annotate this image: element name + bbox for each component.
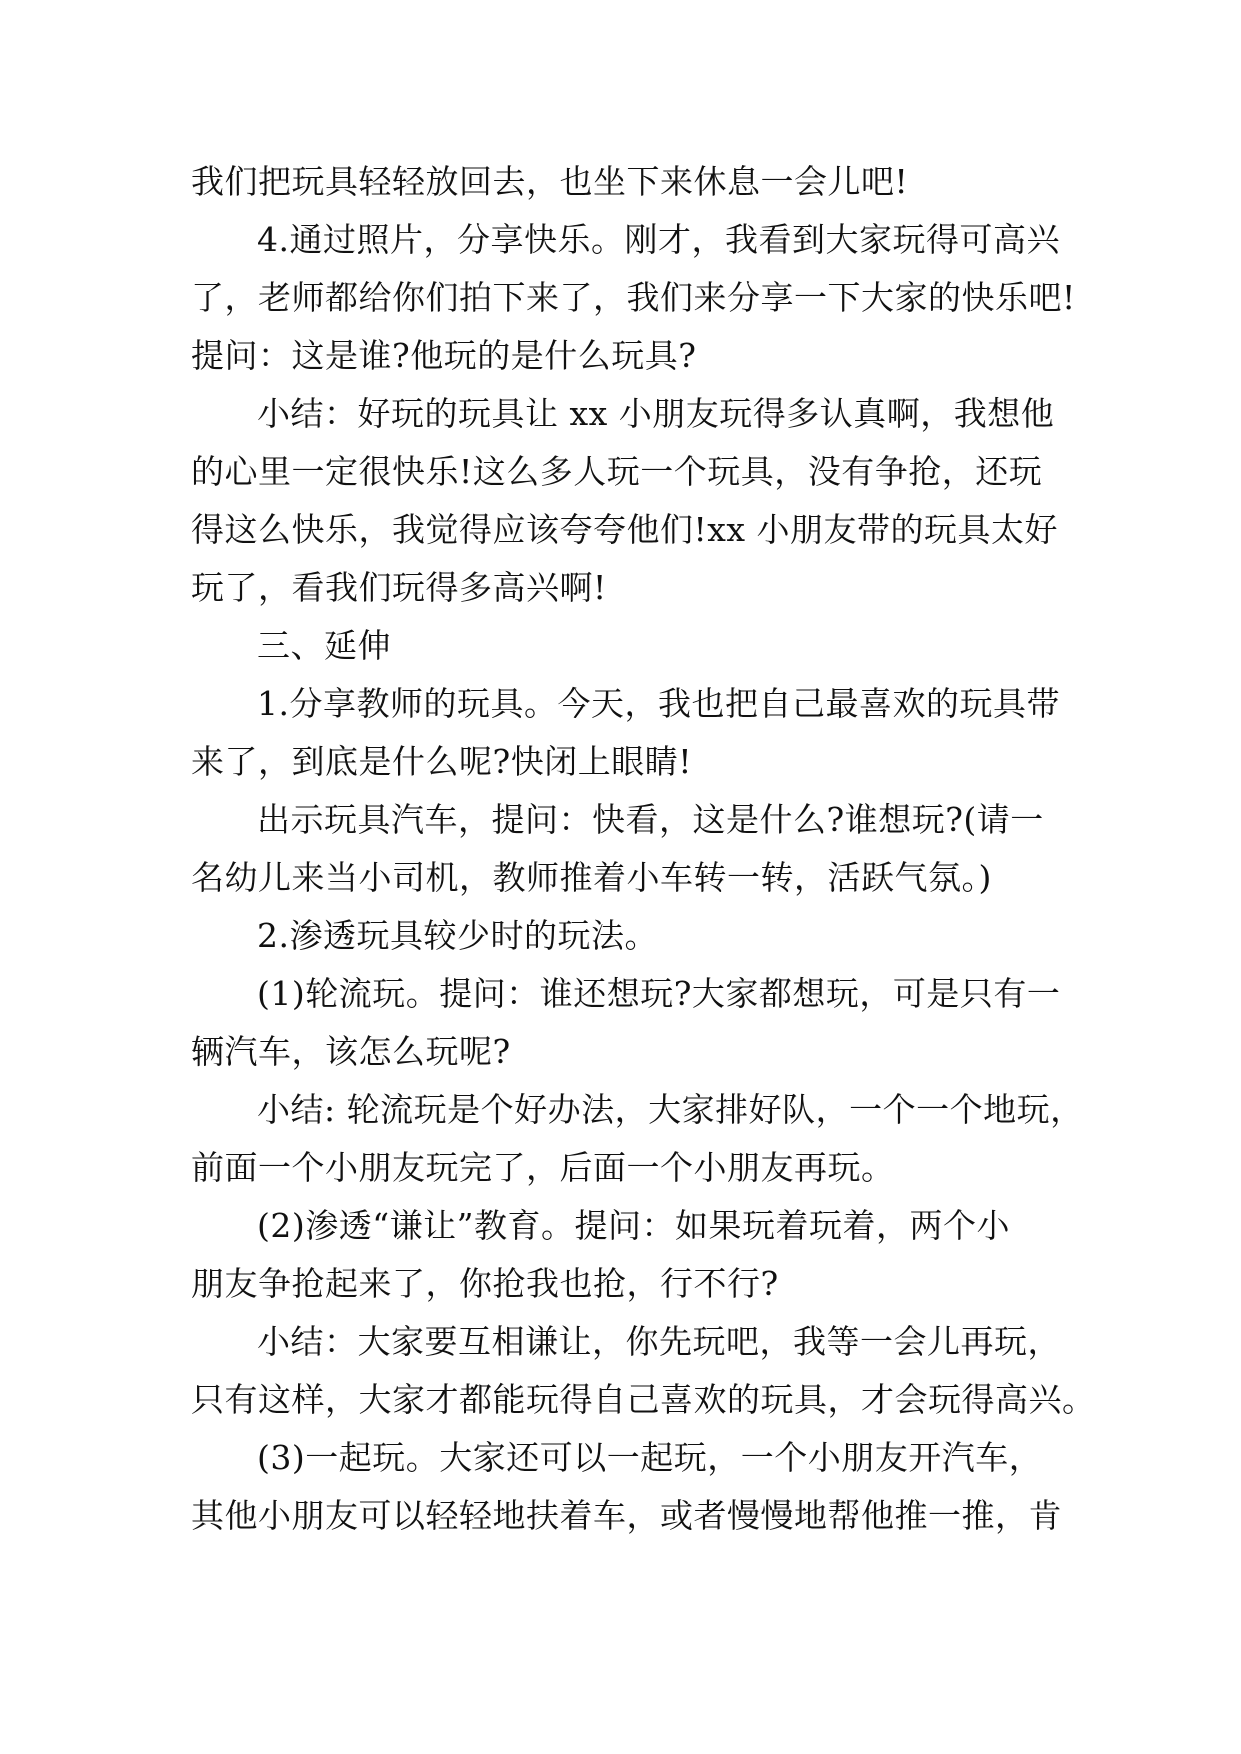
text-line: 提问：这是谁?他玩的是什么玩具? bbox=[191, 336, 697, 375]
text-line: 小结：大家要互相谦让，你先玩吧，我等一会儿再玩， bbox=[257, 1322, 1061, 1361]
text-line: 来了，到底是什么呢?快闭上眼睛! bbox=[191, 742, 692, 781]
text-line: 2.渗透玩具较少时的玩法。 bbox=[257, 916, 658, 955]
text-line: 我们把玩具轻轻放回去，也坐下来休息一会儿吧! bbox=[191, 162, 909, 201]
text-line: 名幼儿来当小司机，教师推着小车转一转，活跃气氛。) bbox=[191, 858, 992, 897]
section-heading: 三、延伸 bbox=[257, 626, 391, 665]
text-line: 1.分享教师的玩具。今天，我也把自己最喜欢的玩具带 bbox=[257, 684, 1060, 723]
text-line: 朋友争抢起来了，你抢我也抢，行不行? bbox=[191, 1264, 779, 1303]
text-line: 得这么快乐，我觉得应该夸夸他们!xx 小朋友带的玩具太好 bbox=[191, 510, 1058, 549]
text-line: 其他小朋友可以轻轻地扶着车，或者慢慢地帮他推一推，肯 bbox=[191, 1496, 1062, 1535]
text-line: (2)渗透“谦让”教育。提问：如果玩着玩着，两个小 bbox=[257, 1206, 1010, 1245]
text-line: (3)一起玩。大家还可以一起玩，一个小朋友开汽车， bbox=[257, 1438, 1043, 1477]
text-line: 前面一个小朋友玩完了，后面一个小朋友再玩。 bbox=[191, 1148, 895, 1187]
text-line: 4.通过照片，分享快乐。刚才，我看到大家玩得可高兴 bbox=[257, 220, 1060, 259]
text-line: 了，老师都给你们拍下来了，我们来分享一下大家的快乐吧! bbox=[191, 278, 1076, 317]
text-line: 小结：好玩的玩具让 xx 小朋友玩得多认真啊，我想他 bbox=[257, 394, 1055, 433]
text-line: 出示玩具汽车，提问：快看，这是什么?谁想玩?(请一 bbox=[257, 800, 1044, 839]
text-line: 小结: 轮流玩是个好办法，大家排好队，一个一个地玩， bbox=[257, 1090, 1084, 1129]
text-line: 辆汽车，该怎么玩呢? bbox=[191, 1032, 511, 1071]
text-line: 的心里一定很快乐!这么多人玩一个玩具，没有争抢，还玩 bbox=[191, 452, 1043, 491]
document-body bbox=[191, 153, 1096, 1545]
text-line: (1)轮流玩。提问：谁还想玩?大家都想玩，可是只有一 bbox=[257, 974, 1061, 1013]
text-line: 只有这样，大家才都能玩得自己喜欢的玩具，才会玩得高兴。 bbox=[191, 1380, 1096, 1419]
text-line: 玩了，看我们玩得多高兴啊! bbox=[191, 568, 607, 607]
